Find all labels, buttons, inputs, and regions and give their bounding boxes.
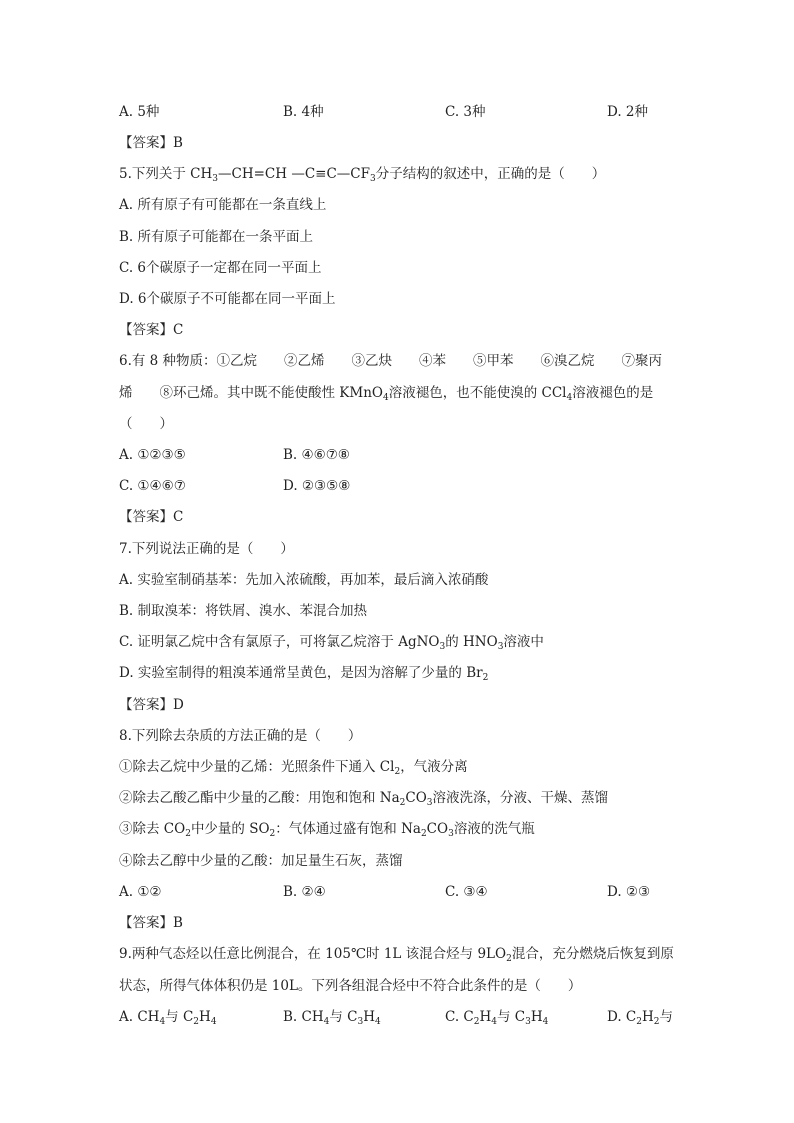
q6-stem-line3: （ ） bbox=[119, 416, 173, 432]
q9-stem-line1: 9.两种气态烃以任意比例混合，在 105℃时 1L 该混合烃与 $9LO_2$混合，充分燃烧后恢复到原 bbox=[119, 946, 674, 964]
q7-option-b: B. 制取溴苯：将铁屑、溴水、苯混合加热 bbox=[119, 603, 368, 619]
q4-option-b: B. 4种 bbox=[283, 104, 324, 120]
q8-option-c: C. ③④ bbox=[445, 884, 488, 900]
q6-option-a: A. ①②③⑤ bbox=[119, 447, 186, 463]
q9-option-c: C. $C_2H_4$与 $C_3H_4$ bbox=[445, 1009, 549, 1027]
q7-answer: 【答案】D bbox=[119, 697, 184, 713]
q5-answer: 【答案】C bbox=[119, 322, 184, 338]
q4-option-a: A. 5种 bbox=[119, 104, 160, 120]
q8-item-4: ④除去乙醇中少量的乙酸：加足量生石灰，蒸馏 bbox=[119, 853, 403, 869]
q9-option-b: B. $CH_4$与 $C_3H_4$ bbox=[283, 1009, 381, 1027]
q6-stem-line1: 6.有 8 种物质：①乙烷 ②乙烯 ③乙炔 ④苯 ⑤甲苯 ⑥溴乙烷 ⑦聚丙 bbox=[119, 353, 663, 369]
q5-stem: 5.下列关于 $CH_3—CH=CH$ $—C\equiv C—CF_3$分子结构的叙述中，正确的是（ ） bbox=[119, 166, 606, 184]
q8-option-b: B. ②④ bbox=[283, 884, 326, 900]
q6-option-c: C. ①④⑥⑦ bbox=[119, 478, 186, 494]
q6-option-b: B. ④⑥⑦⑧ bbox=[283, 447, 350, 463]
q6-answer: 【答案】C bbox=[119, 509, 184, 525]
q4-option-c: C. 3种 bbox=[445, 104, 486, 120]
q6-stem-line2: 烯 ⑧环己烯。其中既不能使酸性 KMnO$_4$溶液褪色，也不能使溴的 CCl$_4$溶液褪色的是 bbox=[119, 385, 654, 403]
q4-option-d: D. 2种 bbox=[607, 104, 649, 120]
q9-stem-line2: 状态，所得气体体积仍是 10L。下列各组混合烃中不符合此条件的是（ ） bbox=[119, 978, 582, 994]
q8-option-a: A. ①② bbox=[119, 884, 162, 900]
q5-option-c: C. 6个碳原子一定都在同一平面上 bbox=[119, 260, 322, 276]
q8-item-3: ③除去 $CO_2$中少量的 $SO_2$：气体通过盛有饱和 $Na_2CO_3$溶液的洗气瓶 bbox=[119, 821, 535, 839]
q8-stem: 8.下列除去杂质的方法正确的是（ ） bbox=[119, 728, 362, 744]
q8-item-1: ①除去乙烷中少量的乙烯：光照条件下通入 $Cl_2$，气液分离 bbox=[119, 759, 468, 777]
q9-option-d: D. $C_2H_2$与 bbox=[607, 1009, 674, 1027]
q9-option-a: A. $CH_4$与 $C_2H_4$ bbox=[119, 1009, 217, 1027]
q8-answer: 【答案】B bbox=[119, 915, 183, 931]
q7-option-a: A. 实验室制硝基苯：先加入浓硫酸，再加苯，最后滴入浓硝酸 bbox=[119, 572, 489, 588]
q7-option-d: D. 实验室制得的粗溴苯通常呈黄色，是因为溶解了少量的 $Br_2$ bbox=[119, 665, 489, 683]
q5-option-a: A. 所有原子有可能都在一条直线上 bbox=[119, 197, 327, 213]
q8-item-2: ②除去乙酸乙酯中少量的乙酸：用饱和饱和 $Na_2CO_3$溶液洗涤，分液、干燥、蒸馏 bbox=[119, 790, 609, 808]
q4-answer: 【答案】B bbox=[119, 135, 183, 151]
q5-option-b: B. 所有原子可能都在一条平面上 bbox=[119, 229, 314, 245]
q6-option-d: D. ②③⑤⑧ bbox=[283, 478, 351, 494]
q5-option-d: D. 6个碳原子不可能都在同一平面上 bbox=[119, 291, 336, 307]
q7-option-c: C. 证明氯乙烷中含有氯原子，可将氯乙烷溶于 AgNO$_3$的 $HNO_3$溶液中 bbox=[119, 634, 544, 652]
q8-option-d: D. ②③ bbox=[607, 884, 651, 900]
q7-stem: 7.下列说法正确的是（ ） bbox=[119, 541, 294, 557]
